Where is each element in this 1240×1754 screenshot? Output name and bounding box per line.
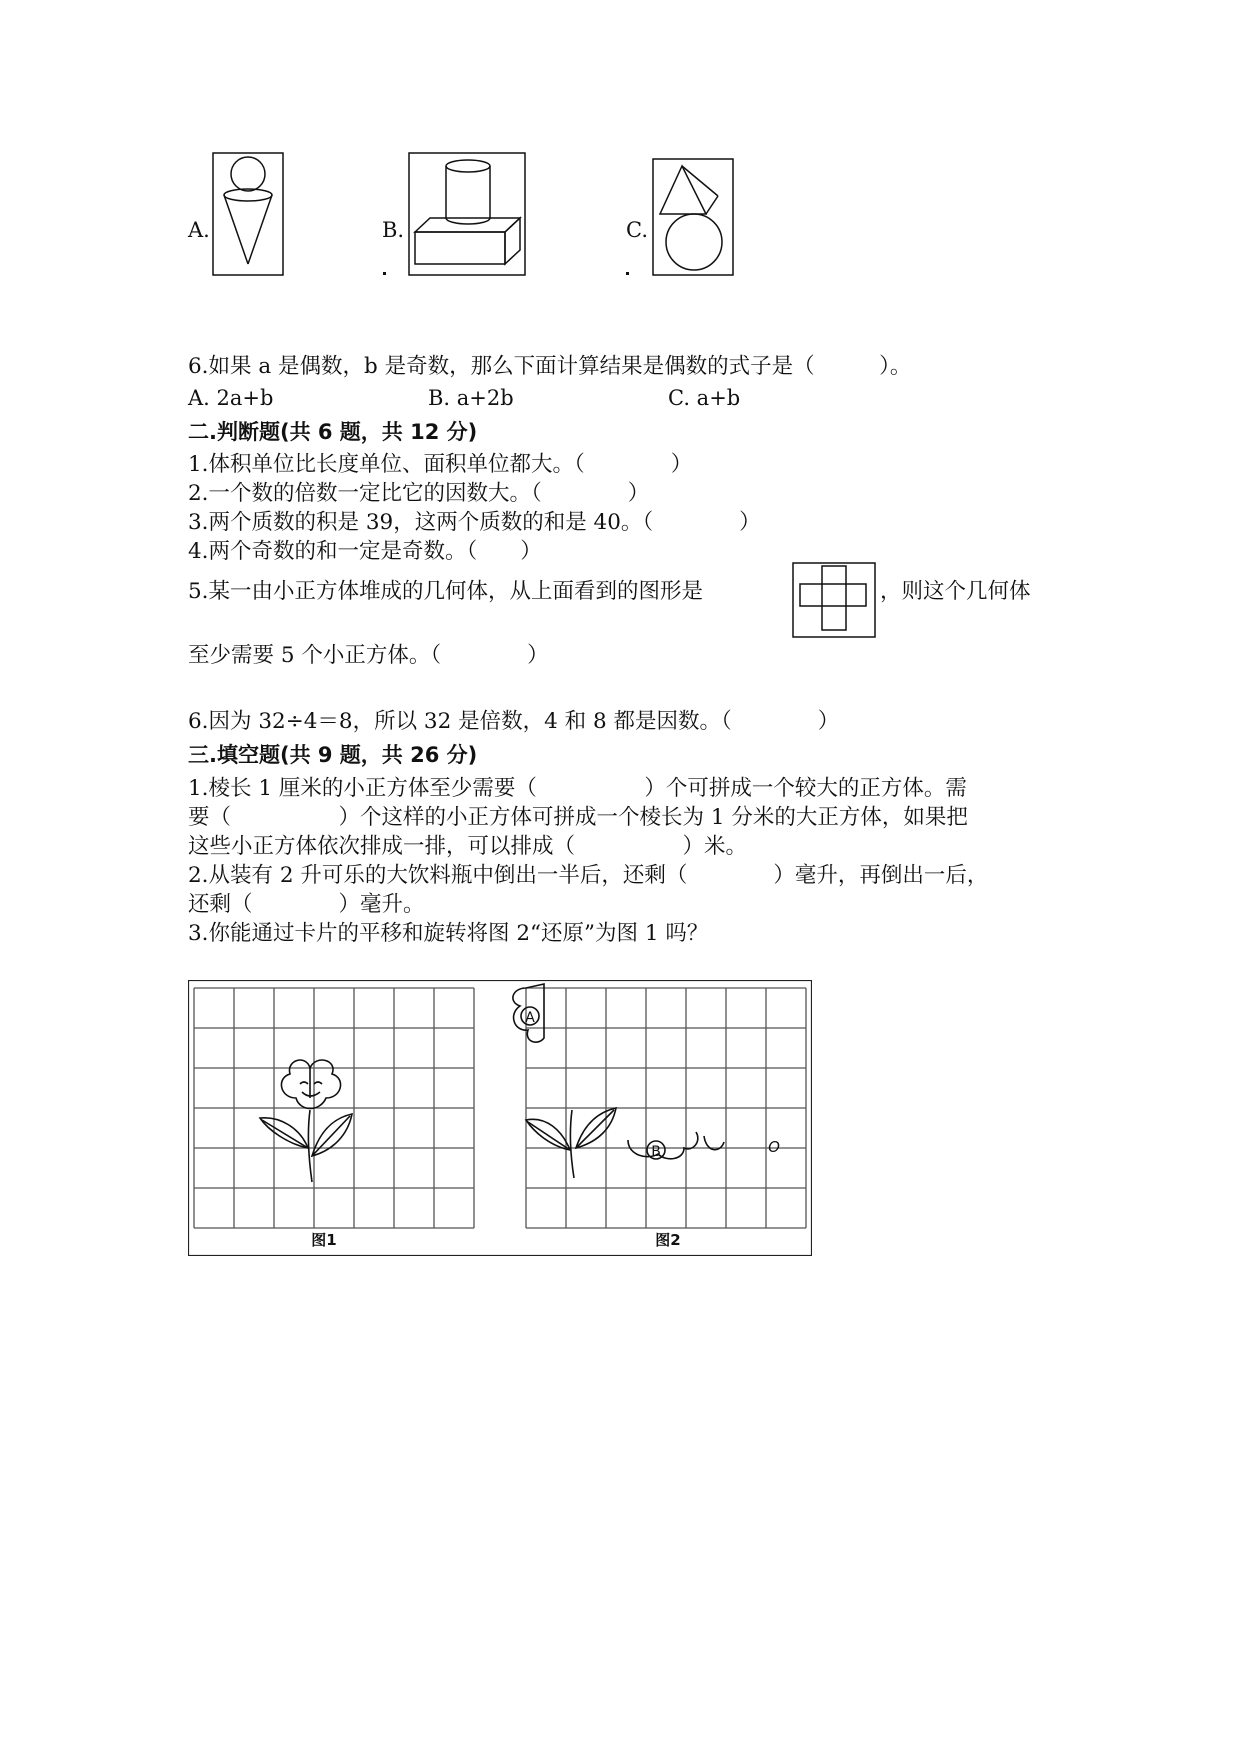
- q6-option-b: B. a+2b: [428, 386, 514, 410]
- option-c-dot: [626, 272, 629, 275]
- option-b-figure: [408, 152, 526, 276]
- q6-option-a: A. 2a+b: [188, 386, 274, 410]
- fill-line-5: 还剩（ ）毫升。: [188, 892, 425, 917]
- caption-figure-1: 图1: [311, 1231, 337, 1249]
- top-view-figure: [792, 562, 876, 638]
- option-c-figure: [652, 158, 734, 276]
- judge-item-5-line2: 至少需要 5 个小正方体。（ ）: [188, 643, 549, 668]
- judge-item-3: 3.两个质数的积是 39，这两个质数的和是 40。（ ）: [188, 510, 761, 535]
- option-a-figure: [212, 152, 284, 276]
- fill-line-2: 要（ ）个这样的小正方体可拼成一个棱长为 1 分米的大正方体，如果把: [188, 805, 968, 830]
- judge-item-2: 2.一个数的倍数一定比它的因数大。（ ）: [188, 481, 650, 506]
- caption-figure-2: 图2: [655, 1231, 681, 1249]
- judge-item-5-part1: 5.某一由小正方体堆成的几何体，从上面看到的图形是: [188, 579, 704, 604]
- fill-line-3: 这些小正方体依次排成一排，可以排成（ ）米。: [188, 834, 748, 859]
- section2-heading: 二.判断题(共 6 题，共 12 分): [188, 420, 478, 444]
- fill-line-4: 2.从装有 2 升可乐的大饮料瓶中倒出一半后，还剩（ ）毫升，再倒出一后，: [188, 863, 989, 888]
- judge-item-5-part2: ，则这个几何体: [880, 579, 1031, 604]
- point-o-label: O: [768, 1138, 780, 1156]
- option-c-label: C.: [626, 218, 648, 242]
- fill-line-6: 3.你能通过卡片的平移和旋转将图 2“还原”为图 1 吗？: [188, 921, 709, 946]
- option-b-dot: [383, 272, 386, 275]
- option-a-label: A.: [188, 218, 210, 242]
- card-a-label: A: [525, 1010, 535, 1026]
- section3-heading: 三.填空题(共 9 题，共 26 分): [188, 743, 478, 767]
- q6-option-c: C. a+b: [668, 386, 741, 410]
- option-b-label: B.: [382, 218, 405, 242]
- judge-item-4: 4.两个奇数的和一定是奇数。（ ）: [188, 539, 542, 564]
- judge-item-1: 1.体积单位比长度单位、面积单位都大。（ ）: [188, 452, 693, 477]
- fill-line-1: 1.棱长 1 厘米的小正方体至少需要（ ）个可拼成一个较大的正方体。需: [188, 776, 967, 801]
- q6-question: 6.如果 a 是偶数，b 是奇数，那么下面计算结果是偶数的式子是（ ）。: [188, 354, 912, 379]
- grid-figure: [188, 980, 812, 1256]
- judge-item-6: 6.因为 32÷4＝8，所以 32 是倍数，4 和 8 都是因数。（ ）: [188, 709, 840, 734]
- card-b-label: B: [651, 1144, 661, 1160]
